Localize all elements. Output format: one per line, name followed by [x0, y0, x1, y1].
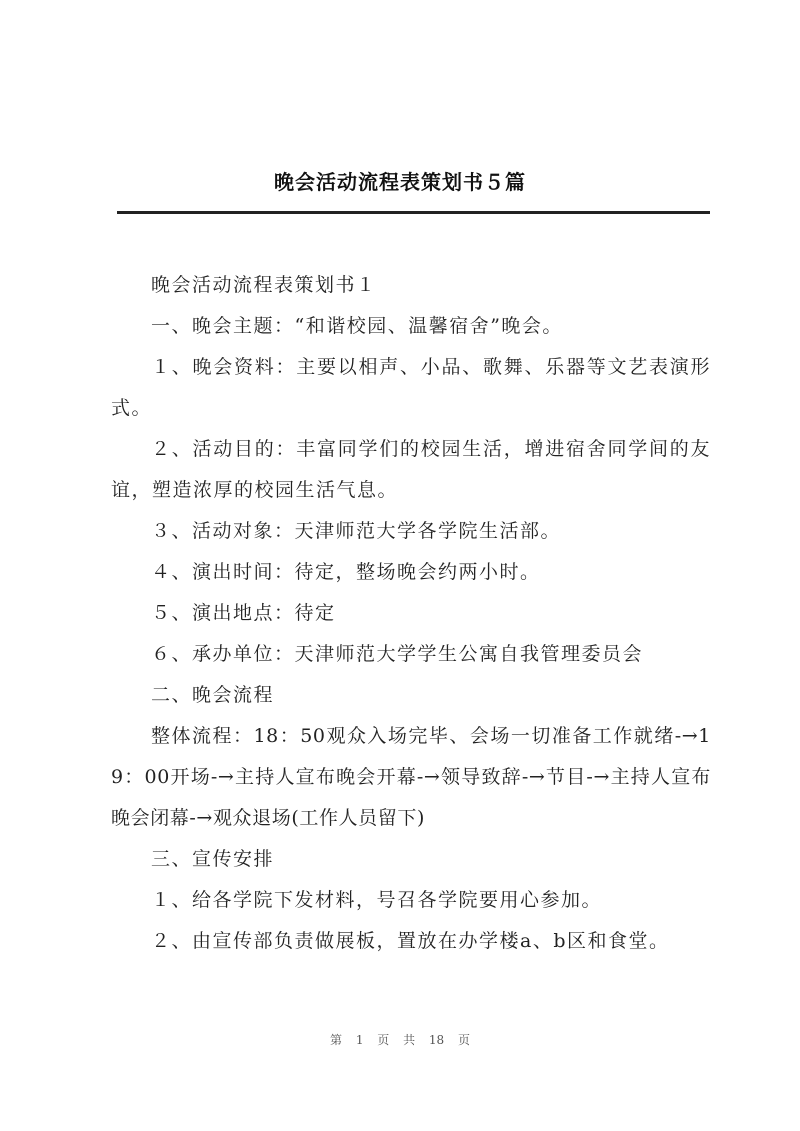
title-divider: [117, 211, 710, 214]
paragraph: ３、活动对象：天津师范大学各学院生活部。: [151, 520, 562, 542]
paragraph: ４、演出时间：待定，整场晚会约两小时。: [151, 561, 541, 583]
paragraph: ６、承办单位：天津师范大学学生公寓自我管理委员会: [151, 643, 644, 665]
paragraph: 一、晚会主题：“和谐校园、温馨宿舍”晚会。: [151, 315, 563, 337]
section-heading: 三、宣传安排: [151, 848, 275, 870]
paragraph: ５、演出地点：待定: [151, 602, 336, 624]
document-title: 晚会活动流程表策划书５篇: [274, 170, 526, 194]
paragraph: ２、由宣传部负责做展板，置放在办学楼a、b区和食堂。: [151, 930, 670, 952]
paragraph: 整体流程：18：50观众入场完毕、会场一切准备工作就绪-→19：00开场-→主持人宣布晚会开幕-→领导致辞-→节目-→主持人宣布晚会闭幕-→观众退场(工作人员留下): [111, 725, 711, 829]
paragraph: １、晚会资料：主要以相声、小品、歌舞、乐器等文艺表演形式。: [111, 356, 711, 419]
paragraph: ２、活动目的：丰富同学们的校园生活，增进宿舍同学间的友谊，塑造浓厚的校园生活气息。: [111, 438, 711, 501]
paragraph: １、给各学院下发材料，号召各学院要用心参加。: [151, 889, 603, 911]
page-number: 第 1 页 共 18 页: [330, 1033, 470, 1047]
document-body: [111, 265, 711, 962]
section-heading: 晚会活动流程表策划书１: [151, 274, 377, 296]
section-heading: 二、晚会流程: [151, 684, 275, 706]
